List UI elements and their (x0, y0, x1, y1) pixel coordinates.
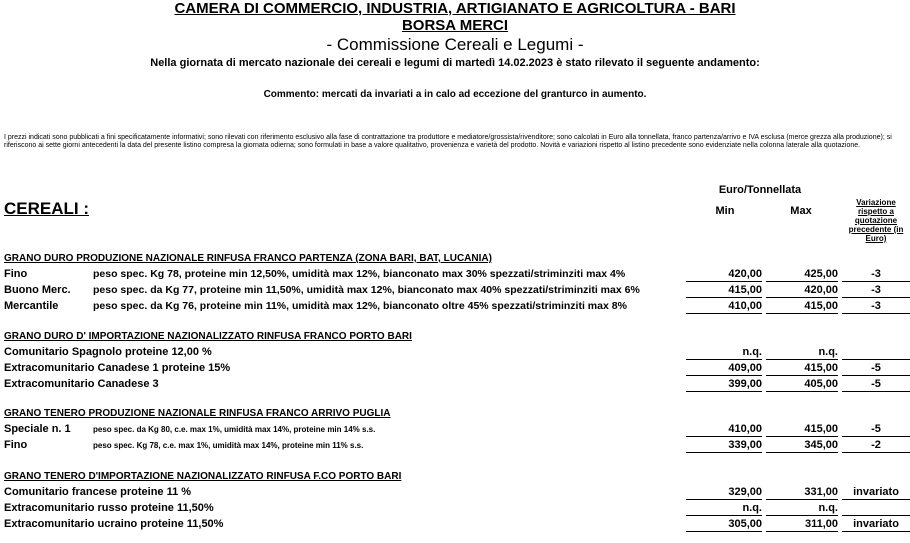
row-max: 420,00 (804, 284, 838, 296)
table-row (0, 421, 910, 437)
row-max: 331,00 (804, 486, 838, 498)
table-row (0, 500, 910, 516)
row-name: Speciale n. 1 (4, 423, 71, 435)
row-var: -2 (871, 439, 881, 451)
cell-rule (686, 391, 762, 392)
cell-rule (766, 531, 838, 532)
row-name: Fino (4, 439, 28, 451)
row-min: 410,00 (728, 423, 762, 435)
table-row (0, 266, 910, 282)
row-min: 410,00 (728, 300, 762, 312)
section-title: GRANO TENERO D'IMPORTAZIONE NAZIONALIZZATO RINFUSA F.CO PORTO BARI (4, 471, 402, 482)
max-header: Max (790, 205, 812, 217)
row-desc: peso spec. da Kg 77, proteine min 11,50%, umidità max 12%, bianconato max 40% spezzati/striminziti max 6% (93, 284, 640, 296)
row-min: 339,00 (728, 439, 762, 451)
row-max: n.q. (818, 502, 838, 514)
intro-text: Nella giornata di mercato nazionale dei cereali e legumi di martedì 14.02.2023 è stato rilevato il seguente andamento: (150, 57, 760, 69)
chamber-title: CAMERA DI COMMERCIO, INDUSTRIA, ARTIGIANATO E AGRICOLTURA - BARI (174, 0, 736, 17)
cell-rule (686, 313, 762, 314)
row-var: -5 (871, 378, 881, 390)
row-desc: peso spec. da Kg 80, c.e. max 1%, umidità max 14%, proteine min 14% s.s. (93, 425, 376, 434)
row-max: 345,00 (804, 439, 838, 451)
row-var: -3 (871, 300, 881, 312)
row-name: Mercantile (4, 300, 59, 312)
row-min: n.q. (742, 346, 762, 358)
row-name: Buono Merc. (4, 284, 71, 296)
row-desc: peso spec. Kg 78, c.e. max 1%, umidità max 14%, proteine min 11% s.s. (93, 441, 364, 450)
row-name: Extracomunitario ucraino proteine 11,50% (4, 518, 224, 530)
comment-text: Commento: mercati da invariati a in calo ad eccezione del granturco in aumento. (263, 89, 647, 100)
row-name: Comunitario Spagnolo proteine 12,00 % (4, 346, 212, 358)
min-header: Min (715, 205, 735, 217)
row-name: Comunitario francese proteine 11 % (4, 486, 192, 498)
row-var: -5 (871, 362, 881, 374)
row-min: 409,00 (728, 362, 762, 374)
row-min: 399,00 (728, 378, 762, 390)
row-var: -3 (871, 284, 881, 296)
row-min: 329,00 (728, 486, 762, 498)
cell-rule (686, 531, 762, 532)
borsa-merci-title: BORSA MERCI (401, 17, 509, 34)
section-title: GRANO DURO PRODUZIONE NAZIONALE RINFUSA FRANCO PARTENZA (ZONA BARI, BAT, LUCANIA) (4, 253, 492, 264)
table-row (0, 484, 910, 500)
row-max: 405,00 (804, 378, 838, 390)
row-name: Extracomunitario Canadese 1 proteine 15% (4, 362, 231, 374)
cell-rule (766, 391, 838, 392)
cell-rule (766, 313, 838, 314)
row-min: 420,00 (728, 268, 762, 280)
row-var: invariato (853, 518, 899, 530)
row-var: invariato (853, 486, 899, 498)
cell-rule (686, 452, 762, 453)
euro-ton-header: Euro/Tonnellata (718, 184, 802, 196)
row-max: 311,00 (804, 518, 838, 530)
table-row (0, 344, 910, 360)
cell-rule (842, 313, 910, 314)
row-min: 305,00 (728, 518, 762, 530)
cell-rule (842, 452, 910, 453)
table-row (0, 437, 910, 453)
commission-title: - Commissione Cereali e Legumi - (326, 35, 584, 54)
row-desc: peso spec. da Kg 76, proteine min 11%, umidità max 12%, bianconato oltre 45% spezzati/striminziti max 8% (93, 300, 627, 312)
table-row (0, 516, 910, 532)
row-name: Extracomunitario Canadese 3 (4, 378, 159, 390)
disclaimer-text: I prezzi indicati sono pubblicati a fini specificatamente informativi; sono rilevati con riferimento esclusivo alla fase di contrattazione tra produttore e mediatore/grossista/rivenditore; sono calcolati in Euro alla tonnellata, franco partenza/arrivo e IVA esclusa (merce grezza alla produzione); si riferiscono ai sette giorni antecedenti la data del presente listino compresa la giornata odierna; sono formulati in base a valore qualitativo, provenienza e varietà del prodotto. Novità e variazioni rispetto al listino precedente sono evidenziate nella colonna laterale alla quotazione. (4, 134, 892, 149)
row-name: Extracomunitario russo proteine 11,50% (4, 502, 214, 514)
section-title: GRANO DURO D' IMPORTAZIONE NAZIONALIZZATO RINFUSA FRANCO PORTO BARI (4, 331, 412, 342)
row-max: 415,00 (804, 300, 838, 312)
row-name: Fino (4, 268, 28, 280)
cell-rule (766, 452, 838, 453)
variation-header: Variazione rispetto a quotazione precedente (in Euro) (848, 198, 904, 243)
row-min: n.q. (742, 502, 762, 514)
table-row (0, 376, 910, 392)
row-var: -3 (871, 268, 881, 280)
section-title: GRANO TENERO PRODUZIONE NAZIONALE RINFUSA FRANCO ARRIVO PUGLIA (4, 408, 391, 419)
row-desc: peso spec. Kg 78, proteine min 12,50%, umidità max 12%, bianconato max 30% spezzati/striminziti max 4% (93, 268, 626, 280)
table-row (0, 282, 910, 298)
row-max: n.q. (818, 346, 838, 358)
row-max: 425,00 (804, 268, 838, 280)
row-max: 415,00 (804, 362, 838, 374)
row-var: -5 (871, 423, 881, 435)
cell-rule (842, 391, 910, 392)
category-title: CEREALI : (4, 199, 89, 218)
row-max: 415,00 (804, 423, 838, 435)
table-row (0, 360, 910, 376)
row-min: 415,00 (728, 284, 762, 296)
table-row (0, 298, 910, 314)
cell-rule (842, 531, 910, 532)
